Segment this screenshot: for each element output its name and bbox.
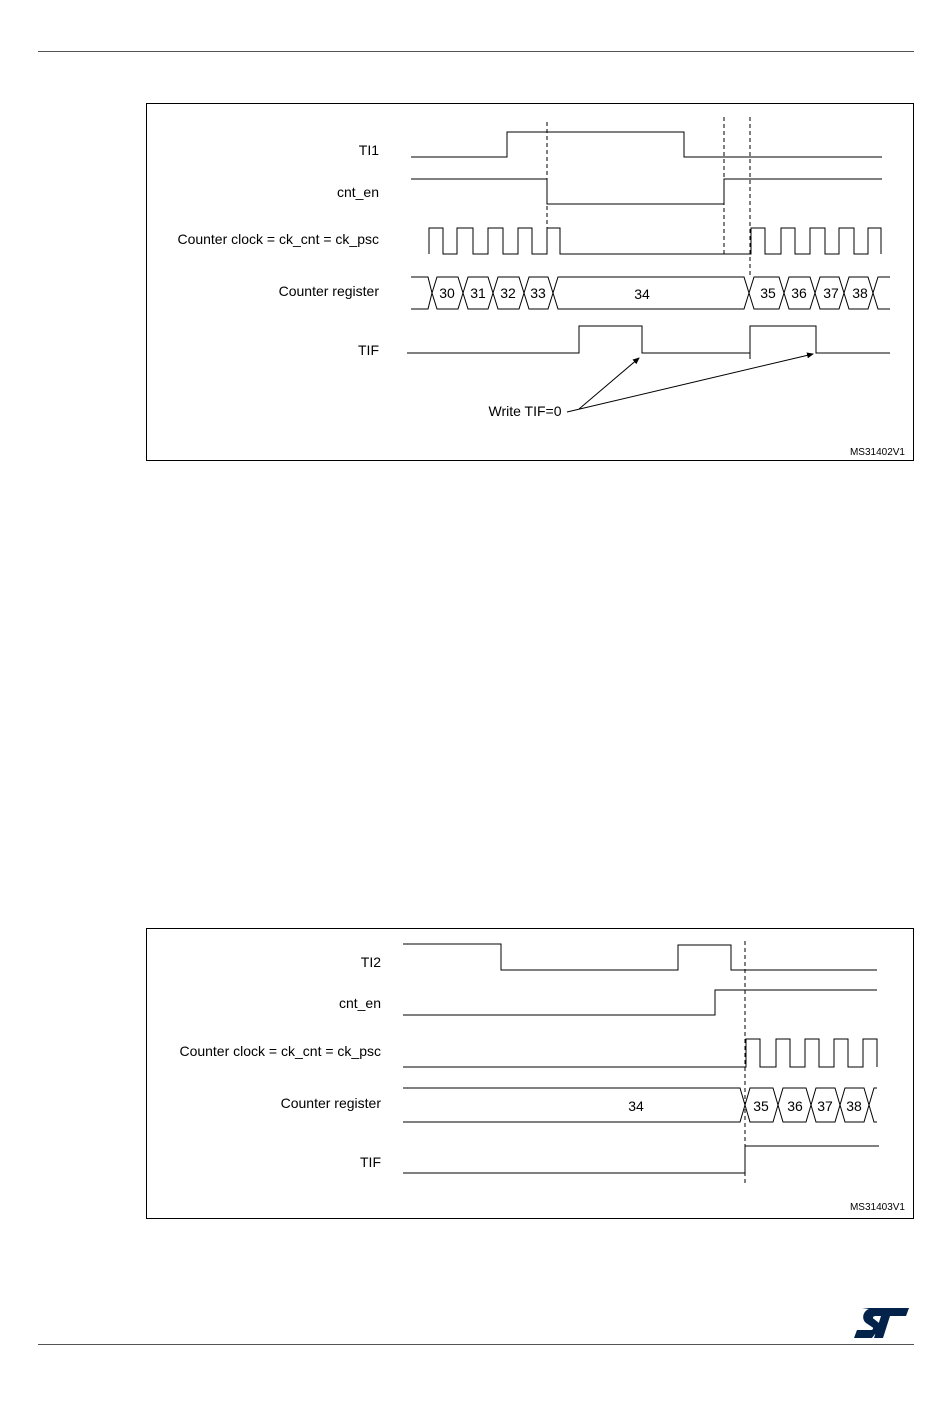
ti2-waveform [403, 944, 877, 970]
annotation-arrow-2 [567, 354, 813, 412]
annotation-arrow-1 [579, 358, 639, 409]
tif-waveform [407, 326, 890, 353]
st-logo-icon [852, 1306, 910, 1340]
counter-value-38: 38 [852, 285, 868, 301]
timing-diagram-2-svg [147, 929, 913, 1218]
signal-label-counter-clock: Counter clock = ck_cnt = ck_psc [177, 231, 379, 247]
counter-clock-waveform [429, 228, 881, 254]
tif-waveform [403, 1146, 879, 1173]
counter-value-34: 34 [628, 1098, 644, 1114]
signal-label-cnt-en: cnt_en [336, 184, 379, 200]
counter-value-38: 38 [846, 1098, 862, 1114]
counter-value-31: 31 [470, 285, 486, 301]
signal-label-tif: TIF [358, 342, 379, 358]
counter-value-35: 35 [753, 1098, 769, 1114]
counter-value-35: 35 [760, 285, 776, 301]
figure-id: MS31403V1 [849, 1202, 905, 1213]
counter-value-37: 37 [817, 1098, 833, 1114]
signal-label-cnt-en: cnt_en [338, 995, 381, 1011]
signal-label-ti2: TI2 [360, 954, 381, 970]
cnt-en-waveform [411, 179, 882, 204]
cnt-en-waveform [403, 990, 877, 1015]
counter-value-36: 36 [787, 1098, 803, 1114]
signal-label-ti1: TI1 [358, 142, 379, 158]
counter-value-34: 34 [634, 286, 650, 302]
header-rule [38, 51, 914, 52]
counter-clock-waveform [403, 1039, 877, 1067]
counter-value-37: 37 [823, 285, 839, 301]
signal-label-counter-register: Counter register [278, 283, 379, 299]
counter-value-32: 32 [500, 285, 516, 301]
counter-cell-34 [553, 277, 749, 309]
signal-label-tif: TIF [360, 1154, 381, 1170]
timing-diagram-1 [146, 103, 914, 461]
counter-value-30: 30 [439, 285, 455, 301]
ti1-waveform [411, 132, 882, 157]
figure-id: MS31402V1 [849, 447, 905, 458]
signal-label-counter-clock: Counter clock = ck_cnt = ck_psc [179, 1043, 381, 1059]
annotation-write-tif: Write TIF=0 [488, 403, 562, 419]
timing-diagram-2 [146, 928, 914, 1219]
signal-label-counter-register: Counter register [280, 1095, 381, 1111]
counter-value-36: 36 [791, 285, 807, 301]
counter-value-33: 33 [530, 285, 546, 301]
timing-diagram-1-svg [147, 104, 913, 460]
footer-rule [38, 1344, 914, 1345]
